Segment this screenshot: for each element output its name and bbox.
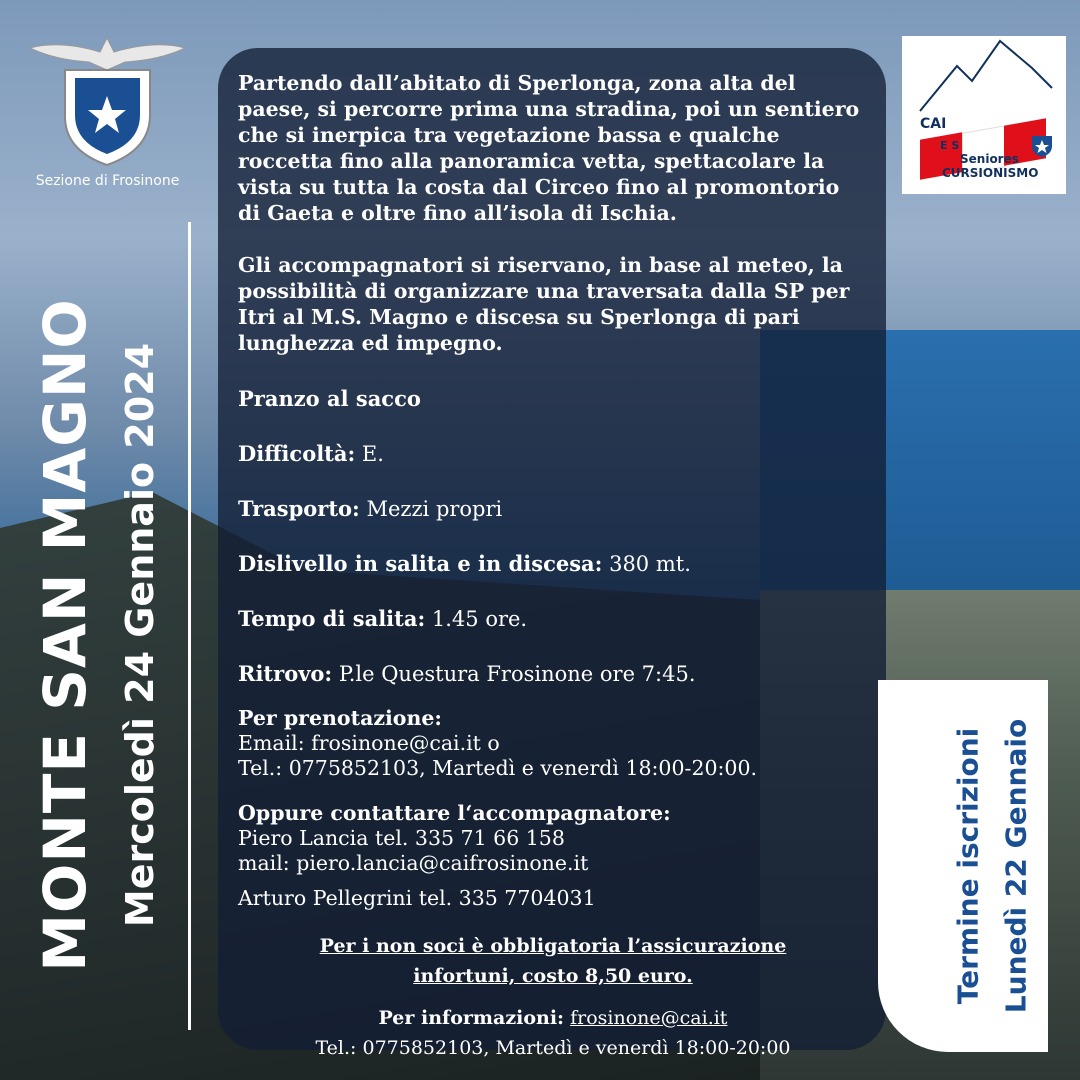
info-email-link[interactable]: frosinone@cai.it <box>570 1007 728 1029</box>
difficulty-line <box>238 441 868 466</box>
deadline-badge <box>878 680 1048 1052</box>
ascent-time-value: 1.45 ore. <box>425 607 528 631</box>
guide-title: Oppure contattare l‘accompagnatore: <box>238 801 671 825</box>
vertical-divider <box>188 222 191 1030</box>
guide-line-2[interactable]: mail: piero.lancia@caifrosinone.it <box>238 851 589 875</box>
cai-mini-emblem-icon <box>1030 132 1054 158</box>
insurance-notice <box>238 931 868 991</box>
booking-tel: Tel.: 0775852103, Martedì e venerdì 18:00-20:00. <box>238 756 758 780</box>
section-label: Sezione di Frosinone <box>35 173 180 189</box>
elevation-line <box>238 551 868 576</box>
transport-line <box>238 496 868 521</box>
cai-eagle-emblem-icon <box>20 30 195 170</box>
difficulty-label: Difficoltà: <box>238 441 356 466</box>
info-block <box>238 1003 868 1063</box>
insurance-notice-line-1: Per i non soci è obbligatoria l’assicurazione <box>319 935 787 957</box>
difficulty-value: E. <box>355 442 384 466</box>
seniores-logo <box>902 36 1066 194</box>
meeting-point-line <box>238 661 868 686</box>
event-date-text: Mercoledì 24 Gennaio 2024 <box>117 342 162 928</box>
booking-email[interactable]: Email: frosinone@cai.it o <box>238 731 500 755</box>
insurance-notice-line-2: infortuni, costo 8,50 euro. <box>413 965 693 987</box>
logo-seniores-text: Seniores <box>960 152 1019 166</box>
elevation-value: 380 mt. <box>602 552 691 576</box>
transport-value: Mezzi propri <box>359 497 503 521</box>
mountain-outline-icon <box>902 36 1066 126</box>
cai-logo <box>20 30 195 200</box>
guide-line-1: Piero Lancia tel. 335 71 66 158 <box>238 826 565 850</box>
info-label: Per informazioni: <box>378 1007 565 1029</box>
elevation-label: Dislivello in salita e in discesa: <box>238 551 603 576</box>
event-title-text: MONTE SAN MAGNO <box>31 298 99 972</box>
logo-cai-text: CAI <box>920 116 947 132</box>
transport-label: Trasporto: <box>238 496 360 521</box>
event-date <box>112 330 167 940</box>
ascent-time-line <box>238 606 868 631</box>
meeting-point-value: P.le Questura Frosinone ore 7:45. <box>332 662 696 686</box>
deadline-line-1: Termine iscrizioni <box>951 727 984 1005</box>
guide-line-3: Arturo Pellegrini tel. 335 7704031 <box>238 886 596 910</box>
event-title <box>30 300 100 970</box>
booking-block <box>238 706 868 781</box>
deadline-line-2: Lunedì 22 Gennaio <box>999 718 1033 1014</box>
intro-paragraph: Partendo dall’abitato di Sperlonga, zona alta del paese, si percorre prima una stradina, poi un sentiero che si inerpica tra vegetazione bassa e qualche roccetta fino alla panoramica vetta, spettacolare la vista su tutta la costa dal Circeo fino al promontorio di Gaeta e oltre fino all’isola di Ischia. <box>238 71 860 225</box>
booking-title: Per prenotazione: <box>238 706 442 730</box>
alternative-paragraph: Gli accompagnatori si riservano, in base al meteo, la possibilità di organizzare una traversata dalla SP per Itri al M.S. Magno e discesa su Sperlonga di pari lunghezza ed impegno. <box>238 253 850 355</box>
meeting-point-label: Ritrovo: <box>238 661 333 686</box>
ascent-time-label: Tempo di salita: <box>238 606 426 631</box>
pranzo-line <box>238 386 868 411</box>
info-tel: Tel.: 0775852103, Martedì e venerdì 18:00-20:00 <box>315 1037 791 1059</box>
logo-escursionismo-text: CURSIONISMO <box>942 166 1039 180</box>
guide-block <box>238 801 868 911</box>
pranzo-text: Pranzo al sacco <box>238 386 421 411</box>
logo-es-text: E S <box>940 139 960 152</box>
info-panel <box>218 48 886 1059</box>
